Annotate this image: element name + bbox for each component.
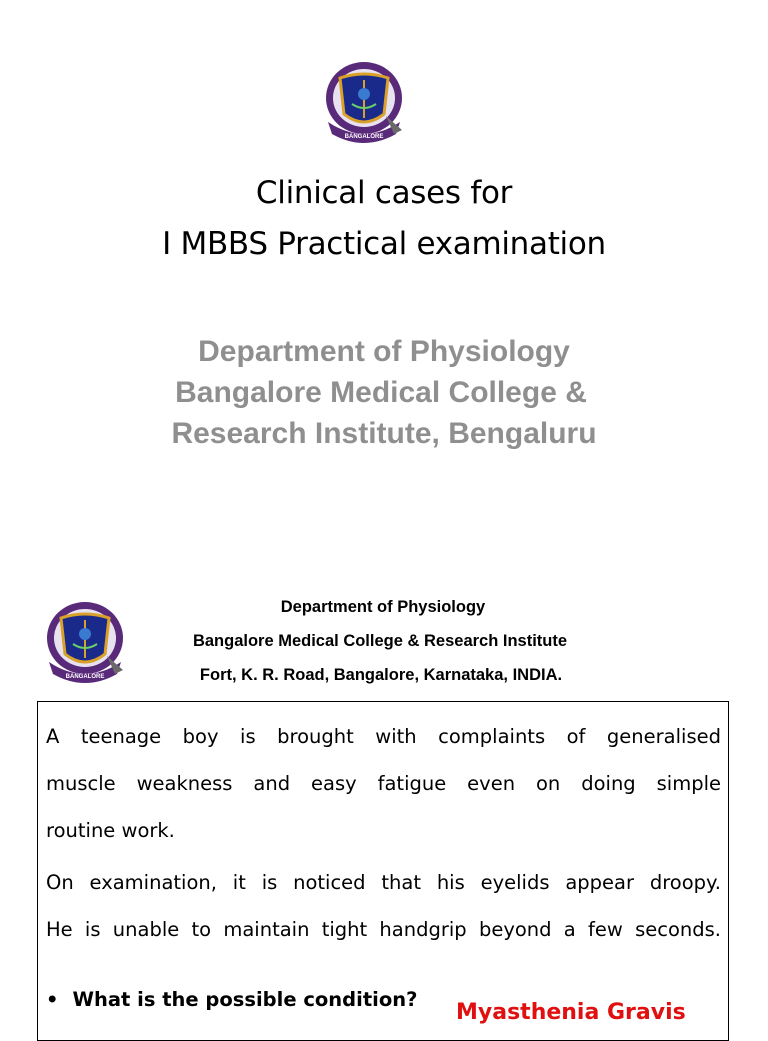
slide-title-line2: I MBBS Practical examination [162, 226, 606, 262]
case-text-line2: muscle weakness and easy fatigue even on doing simple [46, 772, 721, 795]
question-item [46, 988, 417, 1011]
svg-text:BANGALORE: BANGALORE [344, 134, 384, 140]
case-text-line1: A teenage boy is brought with complaints of generalised [46, 725, 721, 748]
bullet: • [46, 988, 59, 1011]
header-address: Fort, K. R. Road, Bangalore, Karnataka, INDIA. [199, 666, 563, 684]
dept-line3: Research Institute, Bengaluru [171, 417, 597, 450]
answer-text: Myasthenia Gravis [456, 1000, 686, 1025]
question-text: What is the possible condition? [72, 988, 418, 1011]
case-text-line4: On examination, it is noticed that his eyelids appear droopy. [46, 871, 721, 894]
case-text-line3: routine work. [46, 819, 175, 842]
college-crest-logo-small [42, 596, 128, 688]
header-dept: Department of Physiology [280, 598, 486, 616]
dept-line2: Bangalore Medical College & [175, 376, 587, 409]
slide-title-line1: Clinical cases for [255, 175, 513, 211]
case-text-line5: He is unable to maintain tight handgrip beyond a few seconds. [46, 918, 721, 941]
dept-line1: Department of Physiology [198, 335, 570, 368]
svg-text:BANGALORE: BANGALORE [65, 674, 105, 680]
college-crest-logo [322, 56, 406, 148]
header-college: Bangalore Medical College & Research Institute [192, 632, 568, 650]
